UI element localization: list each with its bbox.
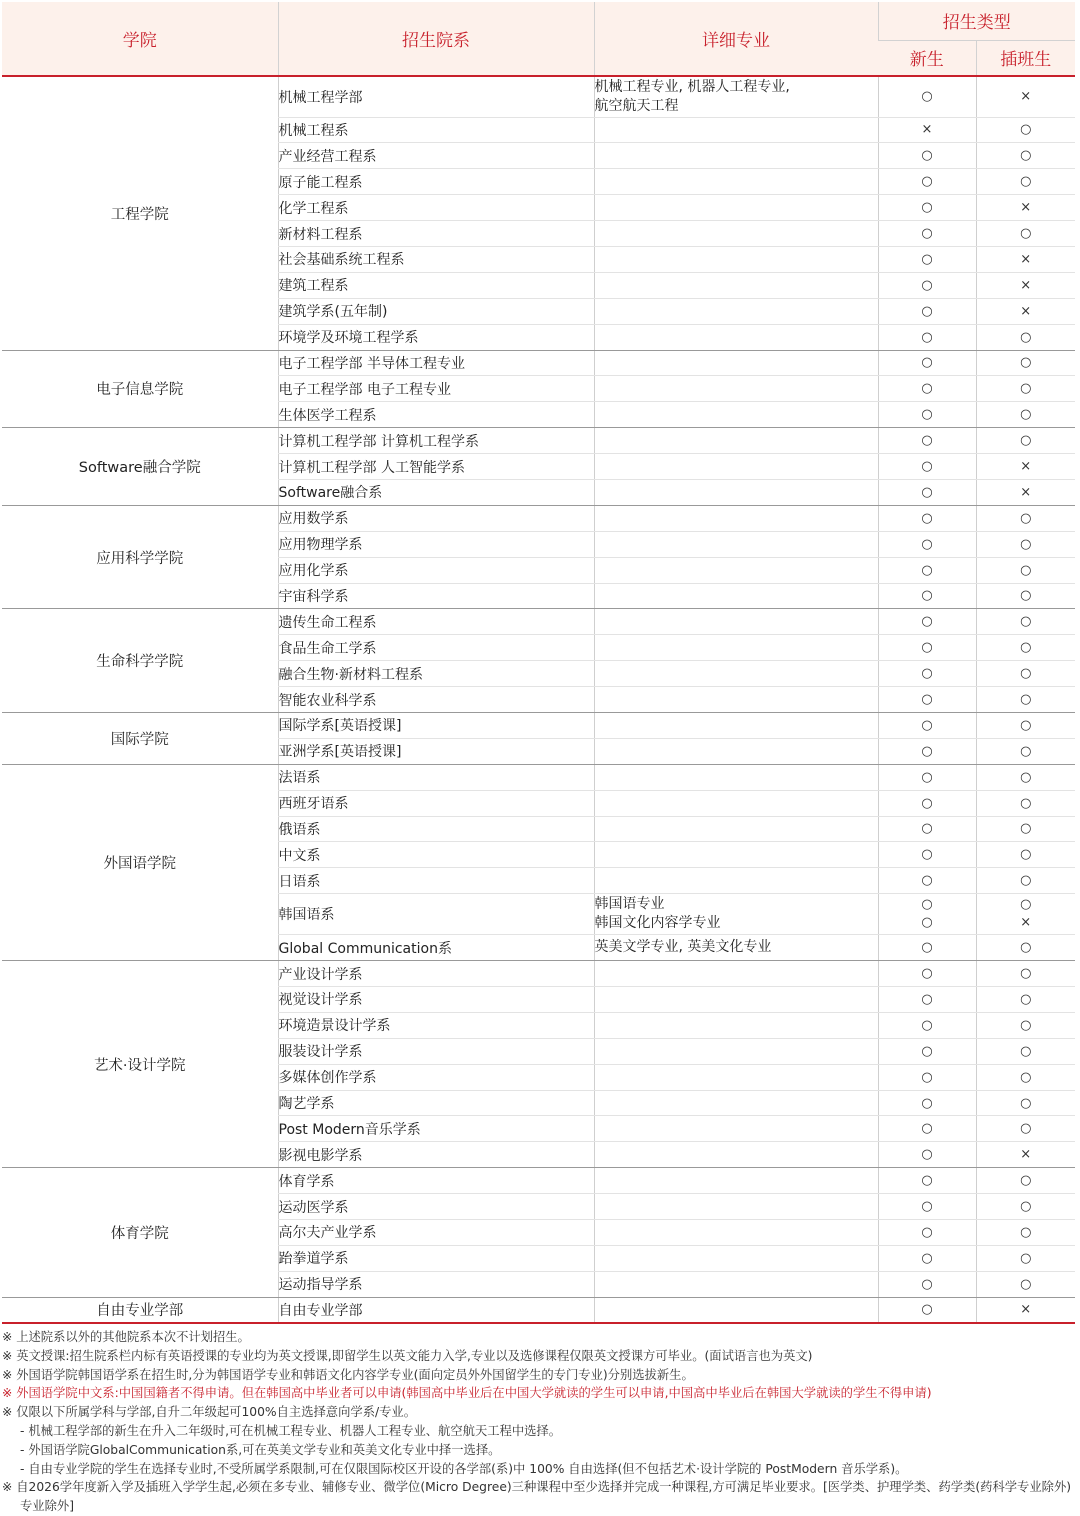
department-name: 环境学及环境工程学系 [278,324,594,350]
freshman-mark: ○ [878,661,976,687]
detail-major [594,1090,878,1116]
department-name: 生体医学工程系 [278,402,594,428]
freshman-mark: ○ [878,687,976,713]
transfer-mark: ○ [976,1038,1075,1064]
footnote: ※ 上述院系以外的其他院系本次不计划招生。 [2,1330,250,1344]
transfer-mark: ○ [976,987,1075,1013]
transfer-mark: × [976,195,1075,221]
freshman-mark: ○ [878,557,976,583]
freshman-mark: ○ [878,987,976,1013]
department-name: 西班牙语系 [278,790,594,816]
transfer-mark: × [976,272,1075,298]
department-name: 机械工程学部 [278,76,594,117]
department-name: Post Modern音乐学系 [278,1116,594,1142]
transfer-mark: × [976,76,1075,117]
transfer-mark: ○ [976,816,1075,842]
transfer-mark: ○ [976,1064,1075,1090]
detail-major-line: 韩国语专业 [594,896,665,913]
transfer-mark: ○ [976,1012,1075,1038]
header-college: 学院 [2,2,278,76]
transfer-mark: ○ [976,505,1075,531]
department-name: Global Communication系 [278,935,594,961]
college-name: 工程学院 [2,76,278,350]
department-name: 建筑工程系 [278,272,594,298]
detail-major [594,195,878,221]
mark-symbol: ○ [921,897,933,913]
detail-major [594,1220,878,1246]
department-name: 化学工程系 [278,195,594,221]
detail-major [594,298,878,324]
mark-symbol: ○ [1020,897,1032,913]
freshman-mark: ○ [878,350,976,376]
detail-major [594,816,878,842]
transfer-mark [976,894,1075,935]
footnote: - 外国语学院GlobalCommunication系,可在英美文学专业和英美文化专业中择一选择。 [20,1442,501,1457]
transfer-mark: ○ [976,790,1075,816]
freshman-mark: ○ [878,454,976,480]
transfer-mark: ○ [976,738,1075,764]
footnotes [2,1328,1074,1516]
detail-major [594,609,878,635]
detail-major [594,1038,878,1064]
department-name: 产业经营工程系 [278,143,594,169]
department-name: 日语系 [278,868,594,894]
transfer-mark: ○ [976,583,1075,609]
table-row [2,428,1075,454]
mark-symbol: × [1020,915,1032,931]
detail-major [594,479,878,505]
detail-major [594,1064,878,1090]
header-transfer: 插班生 [976,40,1075,76]
transfer-mark: ○ [976,557,1075,583]
college-name: 外国语学院 [2,764,278,960]
table-row [2,961,1075,987]
transfer-mark: × [976,454,1075,480]
department-name: 视觉设计学系 [278,987,594,1013]
detail-major [594,894,878,935]
college-name: 国际学院 [2,712,278,764]
footnote: ※ 外国语学院中文系:中国国籍者不得申请。但在韩国高中毕业者可以申请(韩国高中毕业后在中国大学就读的学生可以申请,中国高中毕业后在韩国大学就读的学生不得申请) [2,1386,932,1401]
college-name: 自由专业学部 [2,1297,278,1323]
detail-major [594,428,878,454]
detail-major [594,350,878,376]
freshman-mark: ○ [878,479,976,505]
transfer-mark: ○ [976,1168,1075,1194]
freshman-mark: ○ [878,842,976,868]
freshman-mark: ○ [878,195,976,221]
department-name: 社会基础系统工程系 [278,246,594,272]
footnote: ※ 英文授课:招生院系栏内标有英语授课的专业均为英文授课,即留学生以英文能力入学,专业以及选修课程仅限英文授课方可毕业。(面试语言也为英文) [2,1348,813,1363]
freshman-mark: ○ [878,712,976,738]
freshman-mark: ○ [878,324,976,350]
department-name: 国际学系[英语授课] [278,712,594,738]
college-name: Software融合学院 [2,428,278,506]
table-body [2,76,1075,1323]
freshman-mark: ○ [878,1038,976,1064]
detail-major [594,635,878,661]
footnote: ※ 仅限以下所属学科与学部,自升二年级起可100%自主选择意向学系/专业。 [2,1405,417,1420]
department-name: 法语系 [278,764,594,790]
transfer-mark: ○ [976,1245,1075,1271]
detail-major [594,868,878,894]
detail-major-line: 英美文学专业, 英美文化专业 [594,939,772,956]
freshman-mark: ○ [878,505,976,531]
detail-major [594,790,878,816]
transfer-mark: ○ [976,868,1075,894]
transfer-mark: ○ [976,764,1075,790]
detail-major [594,557,878,583]
department-name: 应用化学系 [278,557,594,583]
department-name: 宇宙科学系 [278,583,594,609]
transfer-mark: ○ [976,661,1075,687]
detail-major [594,842,878,868]
department-name: 多媒体创作学系 [278,1064,594,1090]
freshman-mark: ○ [878,1194,976,1220]
department-name: 计算机工程学部 人工智能学系 [278,454,594,480]
footnote: ※ 自2026学年度新入学及插班入学学生起,必须在多专业、辅修专业、微学位(Micro Degree)三种课程中至少选择并完成一种课程,方可满足毕业要求。[医学类、护理学类、药学类(药科学专业除外)专业除外] [2,1480,1072,1514]
freshman-mark: ○ [878,221,976,247]
detail-major [594,505,878,531]
transfer-mark: ○ [976,376,1075,402]
table-row [2,76,1075,117]
detail-major [594,1297,878,1323]
detail-major [594,738,878,764]
freshman-mark: ○ [878,764,976,790]
department-name: 环境造景设计学系 [278,1012,594,1038]
college-name: 电子信息学院 [2,350,278,428]
freshman-mark: ○ [878,816,976,842]
detail-major [594,324,878,350]
detail-major [594,117,878,143]
department-name: 计算机工程学部 计算机工程学系 [278,428,594,454]
detail-major-line: 航空航天工程 [594,97,679,114]
department-name: 新材料工程系 [278,221,594,247]
detail-major [594,935,878,961]
freshman-mark: ○ [878,169,976,195]
department-name: 应用物理学系 [278,531,594,557]
freshman-mark: ○ [878,1271,976,1297]
transfer-mark: ○ [976,428,1075,454]
freshman-mark: ○ [878,272,976,298]
department-name: 应用数学系 [278,505,594,531]
header-department: 招生院系 [278,2,594,76]
department-name: 遗传生命工程系 [278,609,594,635]
department-name: 机械工程系 [278,117,594,143]
transfer-mark: ○ [976,609,1075,635]
department-name: 自由专业学部 [278,1297,594,1323]
transfer-mark: ○ [976,1116,1075,1142]
department-name: 高尔夫产业学系 [278,1220,594,1246]
transfer-mark: ○ [976,324,1075,350]
detail-major [594,221,878,247]
freshman-mark: ○ [878,609,976,635]
detail-major [594,987,878,1013]
table-row [2,505,1075,531]
transfer-mark: ○ [976,531,1075,557]
major-table [2,2,1075,1324]
transfer-mark: × [976,479,1075,505]
detail-major [594,1116,878,1142]
mark-symbol: ○ [921,915,933,931]
department-name: 中文系 [278,842,594,868]
freshman-mark: ○ [878,738,976,764]
header-admission-type: 招生类型 [878,2,1075,40]
department-name: 运动指导学系 [278,1271,594,1297]
department-name: 原子能工程系 [278,169,594,195]
transfer-mark: ○ [976,1271,1075,1297]
detail-major [594,1142,878,1168]
footnote: - 机械工程学部的新生在升入二年级时,可在机械工程专业、机器人工程专业、航空航天工程中选择。 [20,1423,562,1438]
detail-major [594,143,878,169]
table-row [2,1297,1075,1323]
college-name: 体育学院 [2,1168,278,1297]
transfer-mark: ○ [976,712,1075,738]
detail-major [594,712,878,738]
freshman-mark: ○ [878,868,976,894]
transfer-mark: ○ [976,117,1075,143]
freshman-mark: ○ [878,635,976,661]
transfer-mark: × [976,298,1075,324]
department-name: 电子工程学部 电子工程专业 [278,376,594,402]
transfer-mark: × [976,1297,1075,1323]
college-name: 艺术·设计学院 [2,961,278,1168]
department-name: 服装设计学系 [278,1038,594,1064]
detail-major-line: 韩国文化内容学专业 [594,915,721,932]
detail-major [594,1245,878,1271]
freshman-mark: × [878,117,976,143]
detail-major [594,1012,878,1038]
transfer-mark: ○ [976,961,1075,987]
department-name: 亚洲学系[英语授课] [278,738,594,764]
detail-major [594,961,878,987]
freshman-mark: ○ [878,298,976,324]
department-name: Software融合系 [278,479,594,505]
table-row [2,350,1075,376]
detail-major [594,454,878,480]
detail-major [594,764,878,790]
detail-major [594,531,878,557]
department-name: 建筑学系(五年制) [278,298,594,324]
department-name: 俄语系 [278,816,594,842]
detail-major [594,583,878,609]
freshman-mark: ○ [878,1012,976,1038]
transfer-mark: × [976,1142,1075,1168]
footnote: ※ 外国语学院韩国语学系在招生时,分为韩国语学专业和韩语文化内容学专业(面向定员外外国留学生的专门专业)分别选拔新生。 [2,1367,694,1382]
department-name: 融合生物·新材料工程系 [278,661,594,687]
transfer-mark: ○ [976,143,1075,169]
freshman-mark: ○ [878,531,976,557]
detail-major [594,246,878,272]
freshman-mark: ○ [878,1090,976,1116]
freshman-mark: ○ [878,246,976,272]
transfer-mark: ○ [976,687,1075,713]
freshman-mark: ○ [878,935,976,961]
college-name: 应用科学学院 [2,505,278,609]
transfer-mark: ○ [976,1090,1075,1116]
transfer-mark: × [976,246,1075,272]
transfer-mark: ○ [976,402,1075,428]
freshman-mark: ○ [878,1116,976,1142]
detail-major [594,1194,878,1220]
transfer-mark: ○ [976,169,1075,195]
freshman-mark: ○ [878,1220,976,1246]
table-row [2,609,1075,635]
header-freshman: 新生 [878,40,976,76]
freshman-mark: ○ [878,76,976,117]
table-row [2,712,1075,738]
table-row [2,764,1075,790]
transfer-mark: ○ [976,1220,1075,1246]
transfer-mark: ○ [976,635,1075,661]
freshman-mark: ○ [878,1064,976,1090]
detail-major [594,402,878,428]
department-name: 体育学系 [278,1168,594,1194]
transfer-mark: ○ [976,350,1075,376]
detail-major [594,76,878,117]
college-name: 生命科学学院 [2,609,278,713]
freshman-mark: ○ [878,1168,976,1194]
detail-major [594,687,878,713]
freshman-mark: ○ [878,376,976,402]
department-name: 影视电影学系 [278,1142,594,1168]
detail-major-line: 机械工程专业, 机器人工程专业, [594,78,790,95]
transfer-mark: ○ [976,1194,1075,1220]
freshman-mark: ○ [878,402,976,428]
freshman-mark: ○ [878,583,976,609]
detail-major [594,376,878,402]
table-row [2,1168,1075,1194]
freshman-mark: ○ [878,1245,976,1271]
detail-major [594,1271,878,1297]
freshman-mark: ○ [878,1297,976,1323]
detail-major [594,1168,878,1194]
transfer-mark: ○ [976,221,1075,247]
freshman-mark: ○ [878,790,976,816]
department-name: 产业设计学系 [278,961,594,987]
transfer-mark: ○ [976,842,1075,868]
department-name: 食品生命工学系 [278,635,594,661]
detail-major [594,272,878,298]
department-name: 电子工程学部 半导体工程专业 [278,350,594,376]
detail-major [594,661,878,687]
freshman-mark: ○ [878,143,976,169]
freshman-mark: ○ [878,428,976,454]
header-detail: 详细专业 [594,2,878,76]
department-name: 智能农业科学系 [278,687,594,713]
department-name: 跆拳道学系 [278,1245,594,1271]
freshman-mark: ○ [878,961,976,987]
detail-major [594,169,878,195]
footnote: - 自由专业学院的学生在选择专业时,不受所属学系限制,可在仅限国际校区开设的各学部(系)中 100% 自由选择(但不包括艺术·设计学院的 PostModern 音乐学系)。 [20,1461,908,1476]
freshman-mark: ○ [878,1142,976,1168]
department-name: 陶艺学系 [278,1090,594,1116]
transfer-mark: ○ [976,935,1075,961]
department-name: 韩国语系 [278,894,594,935]
department-name: 运动医学系 [278,1194,594,1220]
freshman-mark [878,894,976,935]
